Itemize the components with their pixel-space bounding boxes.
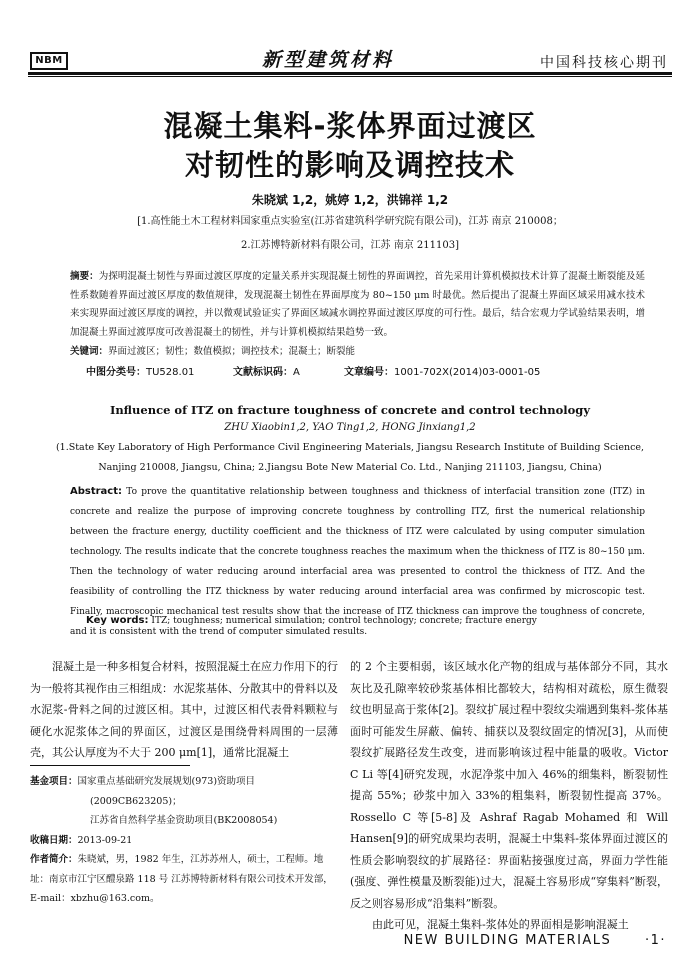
english-keywords (86, 615, 646, 626)
body-paragraph: 的 2 个主要相弱，该区域水化产物的组成与基体部分不同，其水灰比及孔隙率较砂浆基体相比都较大，结构相对疏松，原生微裂纹也明显高于浆体[2]。裂纹扩展过程中裂纹尖端遇到集料-浆体基面时可能发生屏蔽、偏转、捕获以及裂纹固定的情况[3]，从而使裂纹扩展路径发生改变，进而影响该过程中能量的吸收。Victor C Li 等[4]研究发现，水泥净浆中加入 46%的细集料，断裂韧性提高 55%；砂浆中加入 33%的粗集料，断裂韧性提高 37%。Rossello C 等[5-8]及 Ashraf Ragab Mohamed 和 Will Hansen[9]的研究成果均表明，混凝土中集料-浆体界面过渡区的性质会影响裂纹的扩展路径：界面粘接强度过高，界面力学性能(强度、弹性模量及断裂能)过大，混凝土容易形成“穿集料”断裂，反之则容易形成“沿集料”断裂。 (350, 660, 668, 910)
clc-number: 中图分类号：TU528.01 (86, 367, 195, 378)
keywords-cn (70, 343, 645, 362)
english-keywords-label: Key words: (86, 615, 149, 626)
english-affiliation-line2: Nanjing 210008, Jiangsu, China; 2.Jiangsu Bote New Material Co. Ltd., Nanjing 211103, Jiangsu, China) (98, 462, 602, 473)
body-right-column (350, 656, 668, 936)
body-left-column (30, 656, 338, 764)
paper-title-line2: 对韧性的影响及调控技术 (184, 148, 515, 182)
footnotes: 基金项目：国家重点基础研究发展规划(973)资助项目 (2009CB623205)； 江苏省自然科学基金资助项目(BK2008054) 收稿日期：2013-09-21 作者简介：朱晓斌，男，1982 年生，江苏苏州人，硕士，工程师。地址：南京市江宁区醴泉路 118 号 江苏博特新材料有限公司技术开发部，E-mail：xbzhu@163.com。 (30, 776, 333, 904)
keywords-cn-text: 界面过渡区；韧性；数值模拟；调控技术；混凝土；断裂能 (108, 346, 356, 357)
journal-brand-title: 新型建筑材料 (262, 49, 395, 71)
page-number: ·1· (644, 933, 666, 948)
abstract-cn-text: 为探明混凝土韧性与界面过渡区厚度的定量关系并实现混凝土韧性的界面调控，首先采用计算机模拟技术计算了混凝土断裂能及延性系数随着界面过渡区厚度的数值规律，发现混凝土韧性在界面厚度为 80~150 μm 时最优。然后提出了混凝土界面区域采用减水技术来实现界面过渡区厚度的调控，并以微观试验证实了界面区域减水调控界面过渡区厚度的可行性。最后，结合宏观力学试验结果表明，增加混凝土界面过渡厚度可改善混凝土的韧性，并与计算机模拟结果趋势一致。 (70, 271, 645, 338)
affiliation-line1: [1.高性能土木工程材料国家重点实验室(江苏省建筑科学研究院有限公司)，江苏 南京 210008； (137, 216, 563, 227)
english-abstract-label: Abstract: (70, 486, 123, 497)
english-abstract-text: To prove the quantitative relationship between toughness and thickness of interfacial transition zone (ITZ) in concrete and realize the purpose of improving concrete toughness by controlling ITZ, first the numerical relationship between the fracture energy, ductility coefficient and the thickness of ITZ were calculated by using computer simulation technology. The results indicate that the concrete toughness reaches the maximum when the thickness of ITZ is 80~150 μm. Then the technology of water reducing around interfacial area was presented to control the thickness of ITZ. And the feasibility of controlling the ITZ thickness by water reducing around interfacial area was confirmed by microscopic test. Finally, macroscopic mechanical test results show that the increase of ITZ thickness can improve the toughness of concrete, and it is consistent with the trend of computer simulated results. (70, 487, 645, 637)
abstract-cn (70, 268, 645, 342)
page-footer (404, 933, 666, 948)
document-code: 文献标识码：A (233, 367, 300, 378)
english-authors: ZHU Xiaobin1,2, YAO Ting1,2, HONG Jinxiang1,2 (224, 422, 476, 433)
header-rule-thick (28, 72, 672, 75)
article-number: 文章编号：1001-702X(2014)03-0001-05 (344, 367, 541, 378)
footer-journal: NEW BUILDING MATERIALS (403, 933, 612, 948)
body-paragraph: 混凝土是一种多相复合材料，按照混凝土在应力作用下的行为一般将其视作由三相组成：水泥浆基体、分散其中的骨料以及水泥浆-骨料之间的过渡区相。其中，过渡区相代表骨料颗粒与硬化水泥浆体之间的界面区，过渡区是围绕骨料周围的一层薄壳，其公认厚度为不大于 200 μm[1]，通常比混凝土 (30, 660, 338, 759)
keywords-cn-label: 关键词： (70, 346, 109, 357)
paper-title-line1: 混凝土集料-浆体界面过渡区 (163, 109, 537, 143)
header-rule-thin (28, 76, 672, 77)
abstract-cn-label: 摘要： (70, 271, 99, 282)
authors: 朱晓斌 1,2，姚婷 1,2，洪锦祥 1,2 (251, 193, 449, 207)
periodical-label: 中国科技核心期刊 (540, 55, 668, 71)
english-affiliation-line1: (1.State Key Laboratory of High Performance Civil Engineering Materials, Jiangsu Research Institute of Building Science, (55, 442, 645, 453)
english-keywords-text: ITZ; toughness; numerical simulation; control technology; concrete; fracture energy (151, 616, 537, 626)
journal-logo: NBM (30, 52, 68, 70)
english-title: Influence of ITZ on fracture toughness of concrete and control technology (109, 403, 591, 417)
affiliation-line2: 2.江苏博特新材料有限公司，江苏 南京 211103] (241, 240, 459, 251)
body-paragraph: 由此可见，混凝土集料-浆体处的界面相是影响混凝土 (372, 918, 629, 931)
footnote-rule (30, 765, 190, 766)
